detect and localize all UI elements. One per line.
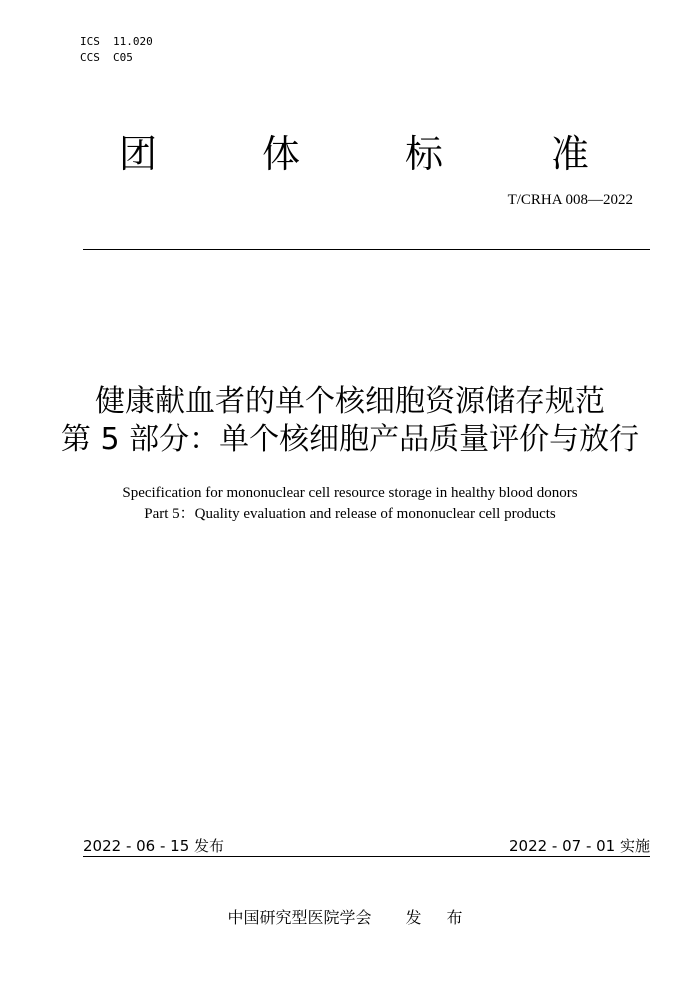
- header-divider: [83, 249, 650, 250]
- title-en-line1: Specification for mononuclear cell resource storage in healthy blood donors: [122, 485, 578, 501]
- standard-type-char-4: 准: [551, 132, 590, 176]
- publisher-action: 发 布: [405, 908, 473, 927]
- publisher-line: [0, 905, 700, 928]
- standard-code: T/CRHA 008—2022: [507, 192, 633, 208]
- ics-row: [80, 34, 153, 50]
- ics-label: ICS: [80, 35, 100, 48]
- title-zh-line2: 第 5 部分：单个核细胞产品质量评价与放行: [60, 422, 640, 457]
- ccs-value: C05: [113, 51, 133, 64]
- issue-date: 2022 - 06 - 15 发布: [83, 837, 225, 855]
- standard-type-char-2: 体: [262, 132, 301, 176]
- publisher-name: 中国研究型医院学会: [227, 908, 372, 927]
- classification-codes: [80, 34, 153, 66]
- implementation-date: 2022 - 07 - 01 实施: [508, 837, 650, 855]
- title-zh-line1: 健康献血者的单个核细胞资源储存规范: [95, 384, 605, 419]
- standard-type-char-3: 标: [405, 132, 444, 176]
- ccs-label: CCS: [80, 51, 100, 64]
- ccs-row: [80, 50, 153, 66]
- ics-value: 11.020: [113, 35, 153, 48]
- footer-divider: [83, 856, 650, 857]
- standard-type-heading: [0, 132, 700, 182]
- standard-type-char-1: 团: [119, 132, 158, 176]
- title-en-line2: Part 5：Quality evaluation and release of mononuclear cell products: [144, 506, 556, 522]
